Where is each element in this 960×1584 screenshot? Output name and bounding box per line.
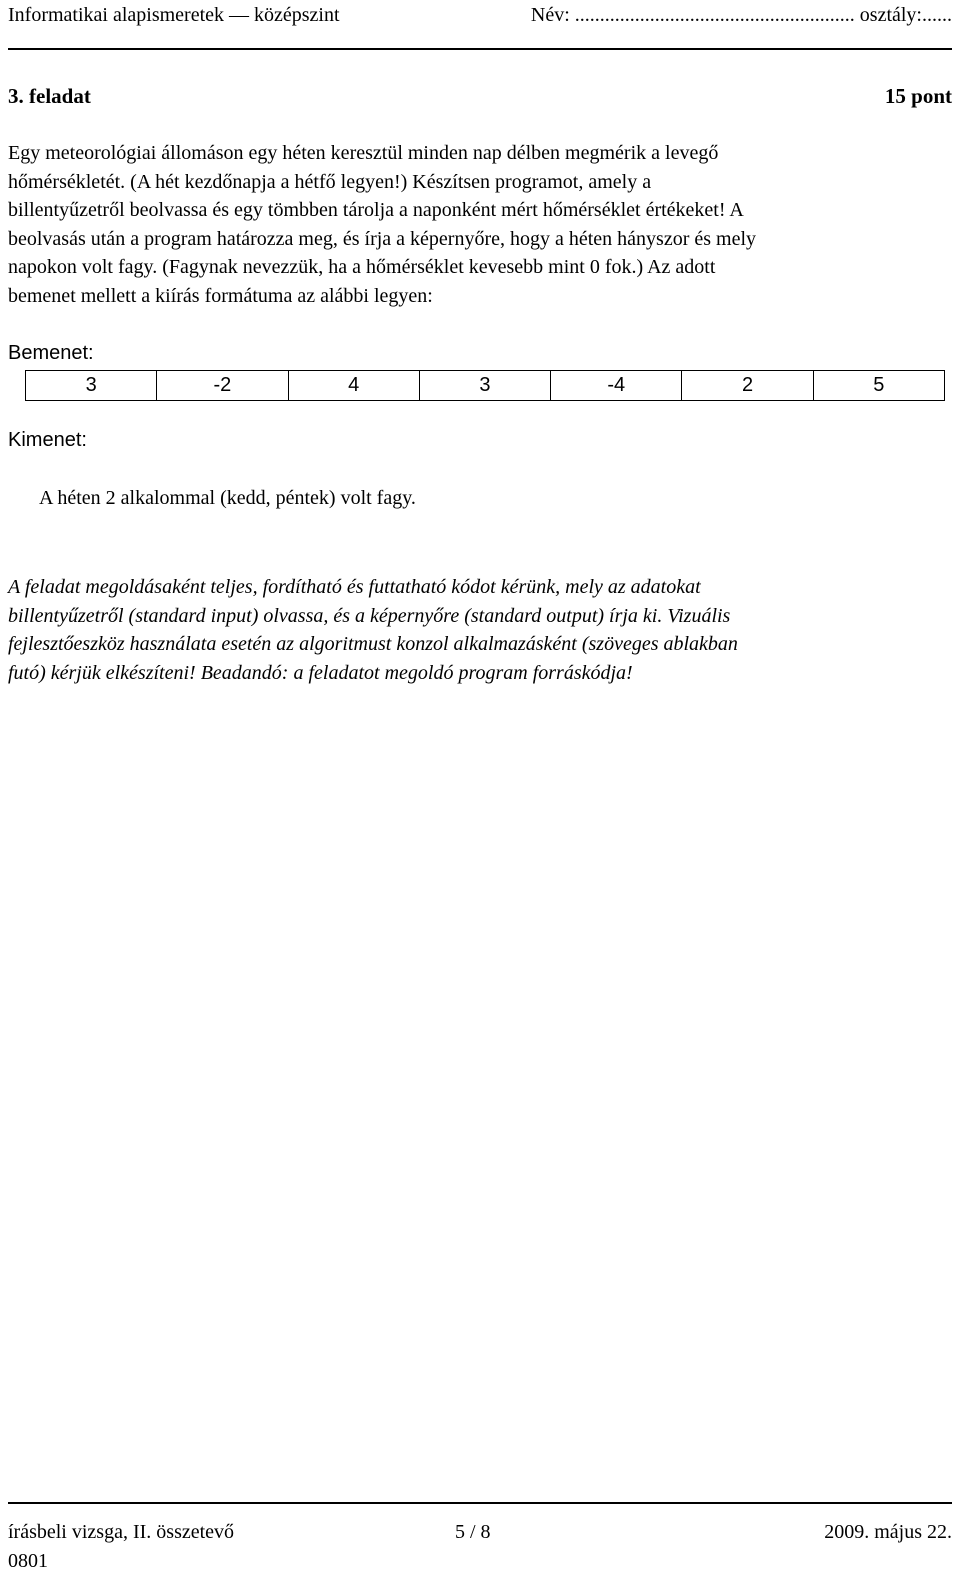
task-heading [8, 84, 952, 109]
task-instructions: A feladat megoldásaként teljes, fordítható és futtatható kódot kérünk, mely az adatokat billentyűzetről (standard input) olvassa, és a képernyőre (standard output) írja ki. Vizuális fejlesztőeszköz használata esetén az algoritmust konzol alkalmazásként (szöveges ablakban futó) kérjük elkészíteni! Beadandó: a feladatot megoldó program forráskódja! [8, 576, 738, 684]
page-footer [8, 1502, 952, 1572]
header-subject: Informatikai alapismeretek — középszint [8, 4, 340, 26]
input-value-cell: 2 [682, 371, 813, 401]
input-value-cell: 4 [288, 371, 419, 401]
task-description: Egy meteorológiai állomáson egy héten keresztül minden nap délben megmérik a levegő hőmérsékletét. (A hét kezdőnapja a hétfő legyen!) Készítsen programot, amely a billentyűzetről beolvassa és egy tömbben tárolja a naponként mért hőmérséklet értékeket! A beolvasás után a program határozza meg, és írja a képernyőre, hogy a héten hányszor és mely napokon volt fagy. (Fagynak nevezzük, ha a hőmérséklet kevesebb mint 0 fok.) Az adott bemenet mellett a kiírás formátuma az alábbi legyen: [8, 142, 757, 307]
footer-exam-part: írásbeli vizsga, II. összetevő [8, 1521, 235, 1543]
page-header [8, 2, 952, 50]
input-value-cell: 3 [419, 371, 550, 401]
footer-exam-code: 0801 [8, 1550, 48, 1572]
input-values-table [25, 370, 945, 401]
header-name-class-field: Név: ........................................................ osztály:...... [530, 4, 952, 26]
table-row [26, 371, 945, 401]
input-value-cell: -4 [551, 371, 682, 401]
output-example: A héten 2 alkalommal (kedd, péntek) volt fagy. [39, 487, 416, 509]
input-value-cell: -2 [157, 371, 288, 401]
task-points: 15 pont [884, 84, 952, 108]
input-label: Bemenet: [8, 342, 94, 364]
output-label: Kimenet: [8, 429, 87, 451]
task-title: 3. feladat [8, 84, 91, 108]
input-value-cell: 3 [26, 371, 157, 401]
input-value-cell: 5 [813, 371, 944, 401]
footer-page-number: 5 / 8 [455, 1521, 491, 1543]
footer-date: 2009. május 22. [824, 1521, 952, 1543]
